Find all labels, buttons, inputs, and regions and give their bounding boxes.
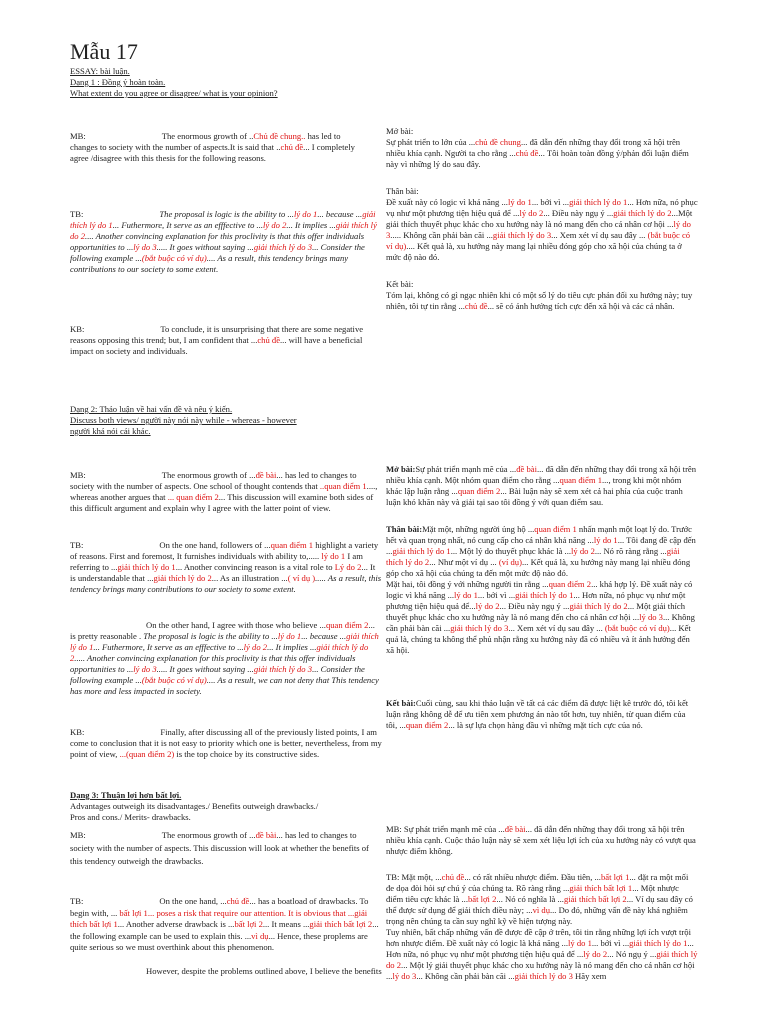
type3-tb-vi: TB: Mặt một, ...chủ đề... có rất nhiều nhược điểm. Đầu tiên, ...bất lợi 1... đặt ra một mối đe dọa đòi hỏi sự chú ý của chúng ta. Rõ ràng rằng ...giải thích bất lợi 1... Một nhược điểm tiêu cực khác là ...bất lợi 2... Nó có nghĩa là ...giải thích bất lợi 2... Ví dụ sau đây có thể được sử dụng để giải thích điều này; ...vì dụ... Do đó, những vấn đề này khá nghiêm trọng nên chúng ta cần suy nghĩ kỹ về hiện tượng này. Tuy nhiên, bất chấp những vấn đề được đề cập ở trên, tôi tin rằng những lợi ích vượt trội hơn nhược điểm. Đề xuất này có logic là khả năng ...lý do 1... bởi vì ...giải thích lý do 1... Hơn nữa, nó phục vụ như một phương tiện hiệu quả để ...lý do 2... Nó ngụ ý ...giải thích lý do 2... Một lý giải thuyết phục khác cho xu hướng này là nó mang đến cho cá nhân cơ hội ...lý do 3... Không cần phải bàn cãi ...giải thích lý do 3 Hãy xem <box>386 872 698 981</box>
type3-heading: Dạng 3: Thuận lợi hơn bất lợi. Advantages outweigh its disadvantages./ Benefits outweigh drawbacks./ Pros and cons./ Merits- drawbacks. <box>70 790 319 822</box>
type1-mb-vi: Mở bài: Sự phát triển to lớn của ...chủ đề chung... đã dẫn đến những thay đổi trong xã hội trên nhiều khía cạnh. Người ta cho rằng ...chủ đề... Tôi hoàn toàn đồng ý/phản đối luận điểm này vì những lý do sau đây. <box>386 126 689 169</box>
type3-mb-vi: MB: Sự phát triển mạnh mẽ của ...đề bài... đã dẫn đến những thay đổi trong xã hội trên nhiều khía cạnh. Cuộc thảo luận này sẽ xem xét liệu lợi ích của xu hướng này có vượt qua nhược điểm không. <box>386 824 696 856</box>
type2-mb-vi: Mở bài:Sự phát triển mạnh mẽ của ...đề bài... đã dẫn đến những thay đổi trong xã hội trên nhiều khía cạnh. Một nhóm quan điểm cho rằng ...quan điểm 1..., trong khi một nhóm khác lập luận rằng ...quan điểm 2... Bài luận này sẽ xem xét cả hai phía của cuộc tranh luận khó khăn này và giải tại sao tôi đồng ý với quan điểm sau. <box>386 464 697 507</box>
type1-kb-vi: Kết bài: Tóm lại, không có gì ngạc nhiên khi có một số lý do tiêu cực phản đối xu hướng này; tuy nhiên, tôi tự tin rằng ...chủ đề... sẽ có ảnh hưởng tích cực đến xã hội và các cá nhân. <box>386 279 693 311</box>
type1-kb-en: KB: To conclude, it is unsurprising that there are some negative reasons opposing this trend; but, I am confident that ...chủ đề... will have a beneficial impact on society and individuals. <box>70 324 364 356</box>
document-header <box>70 66 370 99</box>
type2-kb-en: KB: Finally, after discussing all of the previously listed points, I am come to conclusion that it is not easy to priority which one is better, nevertheless, from my point of view, ...(quan điểm 2) is the top choice by its constructive sides. <box>70 727 382 759</box>
type2-heading: Dạng 2: Thảo luận về hai vấn đề và nêu ý kiến. Discuss both views/ người này nói này while - whereas - however người khá nói cái khác. <box>70 404 297 436</box>
type2-tb1-en: TB: On the one hand, followers of ...quan điểm 1 highlight a variety of reasons. First and foremost, It furnishes individuals with ability to,..... lý do 1 I am referring to ...giải thích lý do 1... Another convincing reason is a vital role to Lý do 2... It is understandable that ...giải thích lý do 2... As an illustration ...( ví dụ )..... As a result, this tendency brings many contributions to our society to some extent. <box>70 540 382 594</box>
essay-label: ESSAY: bài luận. <box>70 66 130 76</box>
type2-mb-en: MB: The enormous growth of ...đề bài... has led to changes to society with the number of aspects. One school of thought contends that ..quan điểm 1...., whereas another argues that ... quan điểm 2... This discussion will examine both sides of this difficult argument and explain why I agree with the latter point of view. <box>70 470 378 513</box>
page-title: Mẫu 17 <box>70 39 138 64</box>
type2-tb-vi: Thân bài:Mặt một, những người ủng hộ ...quan điểm 1 nhấn mạnh một loạt lý do. Trước hết và quan trọng nhất, nó cung cấp cho cá nhân khả năng ...lý do 1... Tôi đang đề cập đến ...giải thích lý do 1... Một lý do thuyết phục khác là ...lý do 2... Nó rõ ràng rằng ...giải thích lý do 2... Như một ví dụ ... (ví dụ)... Kết quả là, xu hướng này mang lại nhiều đóng góp cho xã hội của chúng ta đến một mức độ nào đó. Mặt hai, tôi đồng ý với những người tin rằng ...quan điểm 2... khá hợp lý. Đề xuất này có logic vì khả năng ...lý do 1... bởi vì ...giải thích lý do 1... Hơn nữa, nó phục vụ như một phương tiện hiệu quả để...lý do 2... Điều này ngụ ý ...giải thích lý do 2... Một giải thích thuyết phục khác cho xu hướng này là nó mang đến cho cá nhân cơ hội ...lý do 3... Không cần phải bàn cãi ...giải thích lý do 3... Xem xét ví dụ sau đây ... (bắt buộc có ví dụ)... Kết quả là, chúng ta không thể phủ nhận rằng xu hướng này đã có nhiều và ít ảnh hưởng đến xã hội. <box>386 524 696 655</box>
type1-tb-vi: Thân bài: Đề xuất này có logic vì khả năng ...lý do 1... bởi vì ...giải thích lý do 1... Hơn nữa, nó phục vụ như một phương tiện hiệu quả để ...lý do 2... Điều này ngụ ý ...giải thích lý do 2...Một giải thích thuyết phục khác cho xu hướng này là nó mang đến cho cá nhân cơ hội ...lý do 3..... Không cần phải bàn cãi ...giải thích lý do 3... Xem xét ví dụ sau đây ... (bắt buộc có ví dụ).... Kết quả là, xu hướng này mang lại nhiều đóng góp cho xã hội của chúng ta ở mức độ nào đó. <box>386 186 698 262</box>
type1-question: What extent do you agree or disagree/ what is your opinion? <box>70 88 278 98</box>
type1-tb-en: TB: The proposal is logic is the ability to ...lý do 1... because ...giải thích lý do 1... Futhermore, It serve as an efffective to ...lý do 2... It implies ...giải thích lý do 2.... Another convincing explanation for this proclivity is that this offer individuals opportunities to ...lý do 3..... It goes without saying ...giải thích lý do 3... Consider the following example ...(bắt buộc có ví dụ).... As a result, this tendency brings many contributions to our society to some extent. <box>70 209 377 274</box>
type2-kb-vi: Kết bài:Cuối cùng, sau khi thảo luận về tất cả các điểm đã được liệt kê trước đó, tôi kết luận rằng không dễ để ưu tiên xem phương án nào tốt hơn, tuy nhiên, từ quan điểm của tôi, ...quan điểm 2... là sự lựa chọn hàng đầu vì những mặt tích cực của nó. <box>386 698 689 730</box>
type1-heading: Dạng 1 : Đồng ý hoàn toàn. <box>70 77 166 87</box>
type2-tb2-en: On the other hand, I agree with those who believe ...quan điểm 2... is pretty reasonable . The proposal is logic is the ability to ...lý do 1... because ...giải thích lý do 1... Futhermore, It serve as an efffective to ...lý do 2... It implies ...giải thích lý do 2..... Another convincing explanation for this proclivity is that this offer individuals opportunities to ...lý do 3..... It goes without saying ...giải thích lý do 3... Consider the following example ...(bắt buộc có ví dụ).... As a result, we can not deny that This tendency has more and less impacted in society. <box>70 620 379 696</box>
type3-mb-en: MB: The enormous growth of ...đề bài... has led to changes to society with the number of aspects. This discussion will look at whether the benefits of this tendency outweigh the drawbacks. <box>70 830 369 866</box>
type1-mb-en: MB: The enormous growth of ..Chủ đề chung.. has led to changes to society with the number of aspects.It is said that ..chủ đề... I completely agree /disagree with this thesis for the following reasons. <box>70 131 355 163</box>
type3-tb-en: TB: On the one hand, ...chủ đề... has a boatload of drawbacks. To begin with, ... bất lợi 1... poses a risk that require our attention. It is obvious that ...giải thích bất lợi 1... Another adverse drawback is ...bất lợi 2... It means ...giải thích bất lợi 2... the following example can be used to explain this. ...vì dụ... Hence, these proplems are quite serious so we must overthink about this phenomenon. However, despite the problems outlined above, I believe the benefits <box>70 896 382 976</box>
